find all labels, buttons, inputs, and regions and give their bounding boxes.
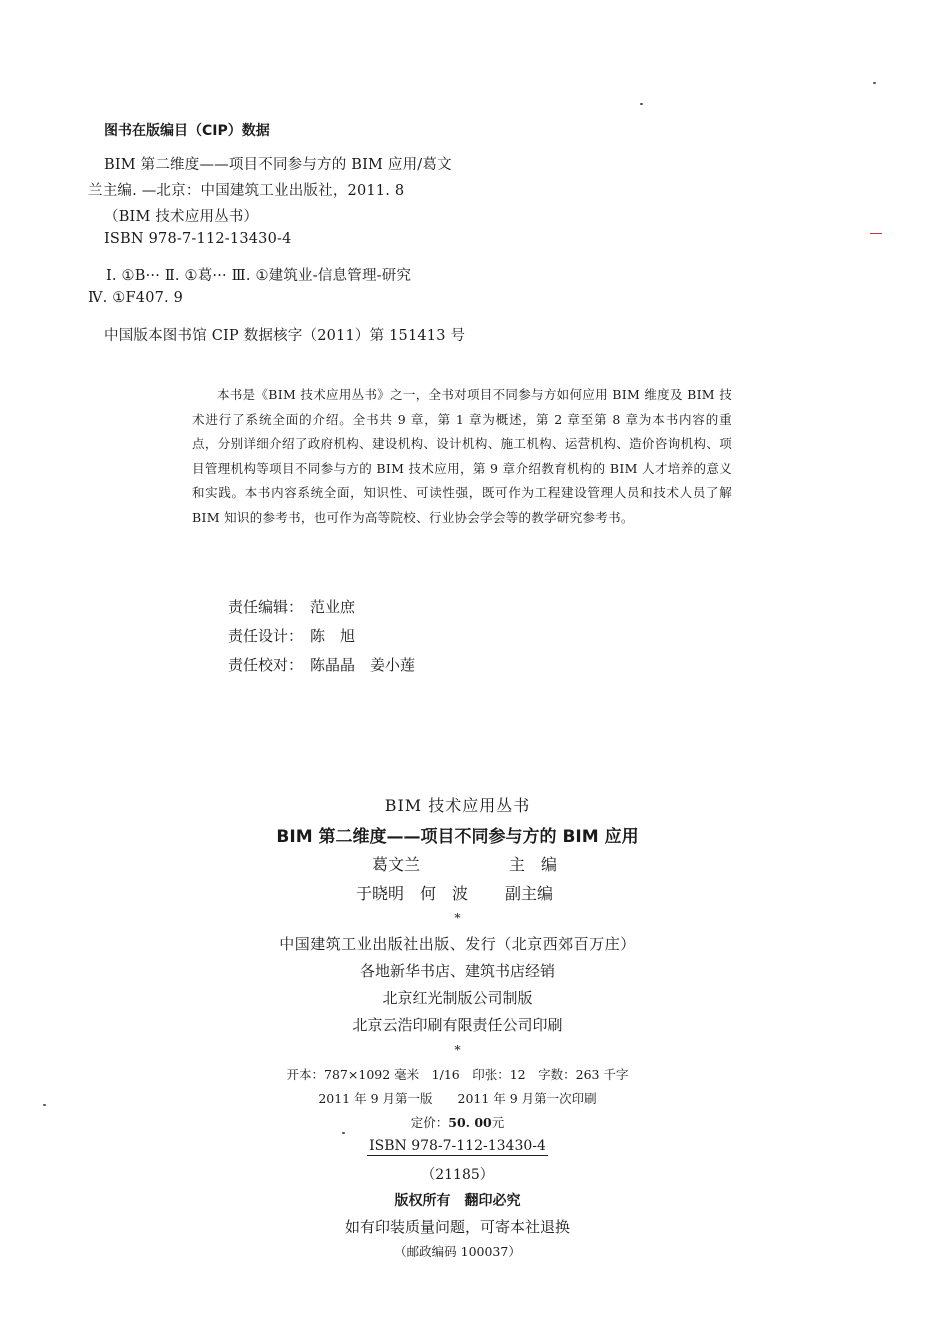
content-summary xyxy=(192,383,732,530)
scan-speck xyxy=(43,1104,46,1106)
staff-label: 责任校对： xyxy=(228,656,304,674)
scan-speck xyxy=(640,103,643,105)
deputy-editor-names: 于晓明 何 波 xyxy=(356,884,469,903)
price-unit: 元 xyxy=(491,1115,505,1130)
rights-notice: 版权所有 翻印必究 xyxy=(394,1193,521,1209)
separator-star: * xyxy=(454,910,461,925)
scan-speck xyxy=(873,82,876,84)
cip-line-title: BIM 第二维度——项目不同参与方的 BIM 应用/葛文 xyxy=(104,157,452,173)
isbn: ISBN 978-7-112-13430-4 xyxy=(369,1138,546,1154)
price-label: 定价： xyxy=(410,1115,449,1130)
cip-line-isbn: ISBN 978-7-112-13430-4 xyxy=(104,231,292,247)
cip-heading: 图书在版编目（CIP）数据 xyxy=(104,123,270,139)
cip-line-publisher: 兰主编. —北京：中国建筑工业出版社，2011. 8 xyxy=(88,183,405,199)
book-code: （21185） xyxy=(421,1167,494,1183)
staff-editor xyxy=(228,596,355,617)
plate-maker-line: 北京红光制版公司制版 xyxy=(382,989,533,1007)
series-name: BIM 技术应用丛书 xyxy=(384,796,531,815)
cip-line-class-number: Ⅳ. ①F407. 9 xyxy=(88,290,184,306)
editor-role: 主 编 xyxy=(509,855,558,874)
edition-line: 2011 年 9 月第一版 2011 年 9 月第一次印刷 xyxy=(318,1091,597,1106)
price-value: 50. 00 xyxy=(448,1115,492,1130)
return-note: 如有印装质量问题，可寄本社退换 xyxy=(344,1218,570,1236)
staff-designer xyxy=(228,625,355,646)
format-line: 开本：787×1092 毫米 1/16 印张：12 字数：263 千字 xyxy=(286,1067,629,1082)
printer-line: 北京云浩印刷有限责任公司印刷 xyxy=(352,1016,563,1034)
cip-line-series: （BIM 技术应用丛书） xyxy=(104,209,259,225)
staff-value: 范业庶 xyxy=(310,598,356,616)
staff-label: 责任设计： xyxy=(228,627,304,645)
postal-code: （邮政编码 100037） xyxy=(394,1244,521,1259)
summary-text: 本书是《BIM 技术应用丛书》之一，全书对项目不同参与方如何应用 BIM 维度及 BIM 技术进行了系统全面的介绍。全书共 9 章，第 1 章为概述，第 2 章至第 8 章为本书内容的重点，分别详细介绍了政府机构、建设机构、设计机构、施工机构、运营机构、造价咨询机构、项目管理机构等项目不同参与方的 BIM 技术应用，第 9 章介绍教育机构的 BIM 人才培养的意义和实践。本书内容系统全面，知识性、可读性强，既可作为工程建设管理人员和技术人员了解 BIM 知识的参考书，也可作为高等院校、行业协会学会等的教学研究参考书。 xyxy=(192,387,732,525)
staff-value: 陈晶晶 姜小莲 xyxy=(310,656,416,674)
book-title: BIM 第二维度——项目不同参与方的 BIM 应用 xyxy=(276,827,639,847)
price-line xyxy=(0,1113,915,1131)
isbn-line xyxy=(0,1138,915,1156)
scan-speck xyxy=(342,1132,345,1134)
distributor-line: 各地新华书店、建筑书店经销 xyxy=(359,962,555,980)
deputy-editor-role: 副主编 xyxy=(505,884,554,903)
staff-value: 陈 旭 xyxy=(310,627,356,645)
scan-mark xyxy=(870,233,882,234)
editor-name: 葛文兰 xyxy=(372,855,421,874)
staff-proofreader xyxy=(228,654,415,675)
publisher-line: 中国建筑工业出版社出版、发行（北京西郊百万庄） xyxy=(279,935,636,953)
staff-label: 责任编辑： xyxy=(228,598,304,616)
separator-star: * xyxy=(454,1042,461,1057)
cip-line-classification: Ⅰ. ①B··· Ⅱ. ①葛··· Ⅲ. ①建筑业-信息管理-研究 xyxy=(106,268,412,284)
cip-number: 中国版本图书馆 CIP 数据核字（2011）第 151413 号 xyxy=(104,328,466,344)
